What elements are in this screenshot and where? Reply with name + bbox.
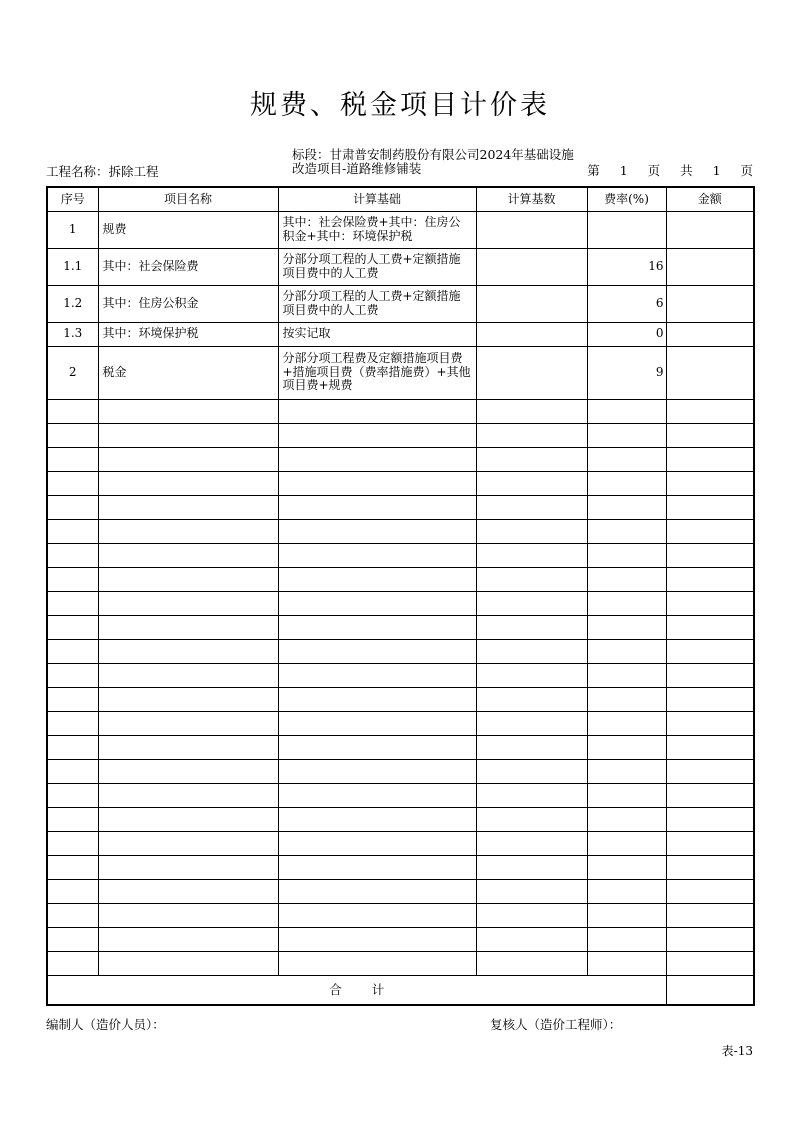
empty-row [47, 471, 754, 495]
empty-cell [476, 831, 587, 855]
empty-cell [98, 519, 278, 543]
empty-cell [587, 783, 666, 807]
empty-cell [98, 639, 278, 663]
empty-cell [666, 567, 754, 591]
col-header-amount: 金额 [666, 187, 754, 211]
cell-base [476, 346, 587, 399]
empty-cell [47, 519, 98, 543]
empty-cell [666, 807, 754, 831]
empty-cell [47, 615, 98, 639]
empty-cell [476, 855, 587, 879]
empty-cell [47, 567, 98, 591]
empty-cell [278, 783, 476, 807]
empty-cell [98, 423, 278, 447]
empty-cell [98, 903, 278, 927]
cell-name: 规费 [98, 211, 278, 248]
empty-cell [587, 687, 666, 711]
empty-cell [666, 543, 754, 567]
empty-cell [47, 663, 98, 687]
empty-cell [587, 471, 666, 495]
empty-cell [98, 855, 278, 879]
empty-row [47, 807, 754, 831]
empty-cell [98, 591, 278, 615]
empty-cell [278, 399, 476, 423]
cell-amount [666, 346, 754, 399]
empty-cell [476, 495, 587, 519]
cell-no: 1.2 [47, 285, 98, 322]
empty-cell [666, 471, 754, 495]
col-header-rate: 费率(%) [587, 187, 666, 211]
empty-cell [476, 879, 587, 903]
empty-cell [98, 711, 278, 735]
project-name-label: 工程名称：拆除工程 [46, 164, 159, 179]
cell-name: 其中：住房公积金 [98, 285, 278, 322]
empty-row [47, 855, 754, 879]
table-header-row [47, 187, 754, 211]
empty-cell [278, 903, 476, 927]
empty-row [47, 735, 754, 759]
empty-cell [476, 759, 587, 783]
cell-no: 1.1 [47, 248, 98, 285]
empty-row [47, 687, 754, 711]
col-header-name: 项目名称 [98, 187, 278, 211]
cell-amount [666, 248, 754, 285]
cell-basis: 分部分项工程费及定额措施项目费+措施项目费（费率措施费）+其他项目费+规费 [278, 346, 476, 399]
empty-row [47, 495, 754, 519]
empty-cell [666, 951, 754, 975]
total-amount [666, 975, 754, 1005]
cell-name: 其中：环境保护税 [98, 322, 278, 346]
empty-cell [98, 879, 278, 903]
empty-cell [47, 495, 98, 519]
empty-cell [476, 735, 587, 759]
cell-name: 其中：社会保险费 [98, 248, 278, 285]
empty-cell [278, 759, 476, 783]
empty-row [47, 447, 754, 471]
empty-cell [666, 591, 754, 615]
empty-cell [278, 735, 476, 759]
empty-cell [476, 927, 587, 951]
empty-cell [278, 687, 476, 711]
col-header-no: 序号 [47, 187, 98, 211]
empty-row [47, 543, 754, 567]
empty-cell [98, 759, 278, 783]
empty-cell [587, 639, 666, 663]
cell-basis: 分部分项工程的人工费+定额措施项目费中的人工费 [278, 285, 476, 322]
empty-row [47, 519, 754, 543]
cell-no: 1.3 [47, 322, 98, 346]
empty-cell [666, 639, 754, 663]
cell-no: 1 [47, 211, 98, 248]
empty-row [47, 615, 754, 639]
empty-cell [476, 399, 587, 423]
empty-cell [476, 663, 587, 687]
empty-cell [98, 447, 278, 471]
empty-cell [587, 519, 666, 543]
cell-base [476, 211, 587, 248]
fees-taxes-table [46, 186, 755, 1006]
empty-cell [587, 495, 666, 519]
empty-cell [278, 879, 476, 903]
empty-cell [98, 831, 278, 855]
section-label-line1: 标段：甘肃普安制药股份有限公司2024年基础设施 [292, 147, 574, 162]
empty-cell [666, 783, 754, 807]
empty-cell [666, 663, 754, 687]
empty-cell [666, 927, 754, 951]
total-row [47, 975, 754, 1005]
empty-cell [476, 615, 587, 639]
empty-cell [47, 951, 98, 975]
empty-cell [98, 663, 278, 687]
empty-cell [278, 639, 476, 663]
empty-cell [666, 879, 754, 903]
empty-row [47, 423, 754, 447]
cell-rate: 16 [587, 248, 666, 285]
empty-cell [476, 903, 587, 927]
empty-cell [47, 879, 98, 903]
empty-row [47, 951, 754, 975]
empty-cell [47, 783, 98, 807]
empty-row [47, 783, 754, 807]
empty-cell [587, 927, 666, 951]
cell-basis: 分部分项工程的人工费+定额措施项目费中的人工费 [278, 248, 476, 285]
empty-cell [98, 735, 278, 759]
empty-row [47, 879, 754, 903]
empty-cell [476, 471, 587, 495]
empty-cell [666, 687, 754, 711]
table-row [47, 346, 754, 399]
empty-cell [47, 831, 98, 855]
form-code: 表-13 [721, 1044, 753, 1058]
empty-cell [278, 471, 476, 495]
empty-cell [587, 879, 666, 903]
empty-cell [278, 543, 476, 567]
empty-cell [98, 567, 278, 591]
empty-cell [47, 927, 98, 951]
cell-rate: 0 [587, 322, 666, 346]
empty-cell [666, 615, 754, 639]
empty-cell [587, 735, 666, 759]
cell-base [476, 248, 587, 285]
empty-cell [98, 615, 278, 639]
empty-cell [278, 495, 476, 519]
empty-cell [666, 423, 754, 447]
empty-cell [666, 447, 754, 471]
empty-cell [47, 399, 98, 423]
empty-cell [587, 567, 666, 591]
empty-cell [98, 927, 278, 951]
empty-cell [587, 759, 666, 783]
empty-cell [47, 543, 98, 567]
empty-cell [278, 519, 476, 543]
table-row [47, 285, 754, 322]
empty-row [47, 639, 754, 663]
empty-cell [587, 399, 666, 423]
empty-cell [47, 639, 98, 663]
empty-cell [476, 687, 587, 711]
empty-cell [47, 591, 98, 615]
empty-cell [278, 951, 476, 975]
cell-no: 2 [47, 346, 98, 399]
empty-cell [476, 543, 587, 567]
empty-cell [98, 399, 278, 423]
empty-cell [278, 807, 476, 831]
empty-cell [98, 471, 278, 495]
empty-cell [98, 543, 278, 567]
empty-cell [278, 591, 476, 615]
empty-cell [98, 807, 278, 831]
empty-cell [666, 519, 754, 543]
reviewer-label: 复核人（造价工程师）： [490, 1017, 622, 1032]
cell-amount [666, 211, 754, 248]
empty-cell [278, 927, 476, 951]
col-header-basis: 计算基础 [278, 187, 476, 211]
empty-cell [666, 903, 754, 927]
empty-cell [47, 687, 98, 711]
empty-cell [666, 711, 754, 735]
empty-cell [278, 447, 476, 471]
empty-cell [278, 423, 476, 447]
preparer-label: 编制人（造价人员）： [46, 1017, 165, 1032]
empty-cell [587, 615, 666, 639]
empty-cell [98, 495, 278, 519]
empty-row [47, 927, 754, 951]
empty-row [47, 567, 754, 591]
empty-cell [587, 543, 666, 567]
empty-cell [278, 711, 476, 735]
page-title: 规费、税金项目计价表 [250, 90, 550, 121]
col-header-base: 计算基数 [476, 187, 587, 211]
empty-cell [587, 591, 666, 615]
cell-basis: 其中：社会保险费+其中：住房公积金+其中：环境保护税 [278, 211, 476, 248]
empty-cell [666, 399, 754, 423]
empty-cell [666, 759, 754, 783]
cell-rate [587, 211, 666, 248]
empty-cell [47, 447, 98, 471]
empty-cell [278, 615, 476, 639]
empty-cell [47, 855, 98, 879]
empty-cell [666, 831, 754, 855]
empty-row [47, 831, 754, 855]
empty-cell [278, 567, 476, 591]
section-label-line2: 改造项目-道路维修铺装 [292, 160, 422, 176]
cell-name: 税金 [98, 346, 278, 399]
empty-cell [587, 663, 666, 687]
empty-cell [587, 447, 666, 471]
table-row [47, 248, 754, 285]
empty-cell [476, 783, 587, 807]
empty-cell [476, 519, 587, 543]
empty-cell [98, 783, 278, 807]
table-row [47, 322, 754, 346]
empty-cell [476, 423, 587, 447]
empty-cell [476, 711, 587, 735]
section-label [292, 148, 574, 175]
page-indicator: 第 1 页 共 1 页 [587, 163, 753, 178]
cell-amount [666, 322, 754, 346]
empty-cell [476, 639, 587, 663]
empty-cell [587, 423, 666, 447]
empty-cell [666, 735, 754, 759]
cell-base [476, 322, 587, 346]
cell-amount [666, 285, 754, 322]
empty-cell [476, 567, 587, 591]
empty-cell [98, 951, 278, 975]
empty-cell [47, 423, 98, 447]
empty-cell [47, 759, 98, 783]
empty-cell [47, 903, 98, 927]
empty-row [47, 711, 754, 735]
empty-cell [587, 855, 666, 879]
empty-cell [278, 831, 476, 855]
empty-cell [47, 807, 98, 831]
empty-cell [476, 951, 587, 975]
empty-cell [47, 471, 98, 495]
empty-cell [587, 903, 666, 927]
empty-cell [278, 663, 476, 687]
empty-row [47, 399, 754, 423]
cell-rate: 6 [587, 285, 666, 322]
empty-cell [587, 951, 666, 975]
empty-cell [666, 495, 754, 519]
empty-cell [587, 831, 666, 855]
cell-rate: 9 [587, 346, 666, 399]
empty-cell [587, 711, 666, 735]
empty-row [47, 591, 754, 615]
empty-cell [587, 807, 666, 831]
empty-row [47, 759, 754, 783]
empty-row [47, 663, 754, 687]
cell-base [476, 285, 587, 322]
empty-cell [278, 855, 476, 879]
empty-cell [666, 855, 754, 879]
empty-cell [47, 735, 98, 759]
empty-row [47, 903, 754, 927]
table-row [47, 211, 754, 248]
cell-basis: 按实记取 [278, 322, 476, 346]
empty-cell [476, 447, 587, 471]
empty-cell [47, 711, 98, 735]
empty-cell [98, 687, 278, 711]
empty-cell [476, 807, 587, 831]
total-label: 合 计 [47, 975, 666, 1005]
empty-cell [476, 591, 587, 615]
